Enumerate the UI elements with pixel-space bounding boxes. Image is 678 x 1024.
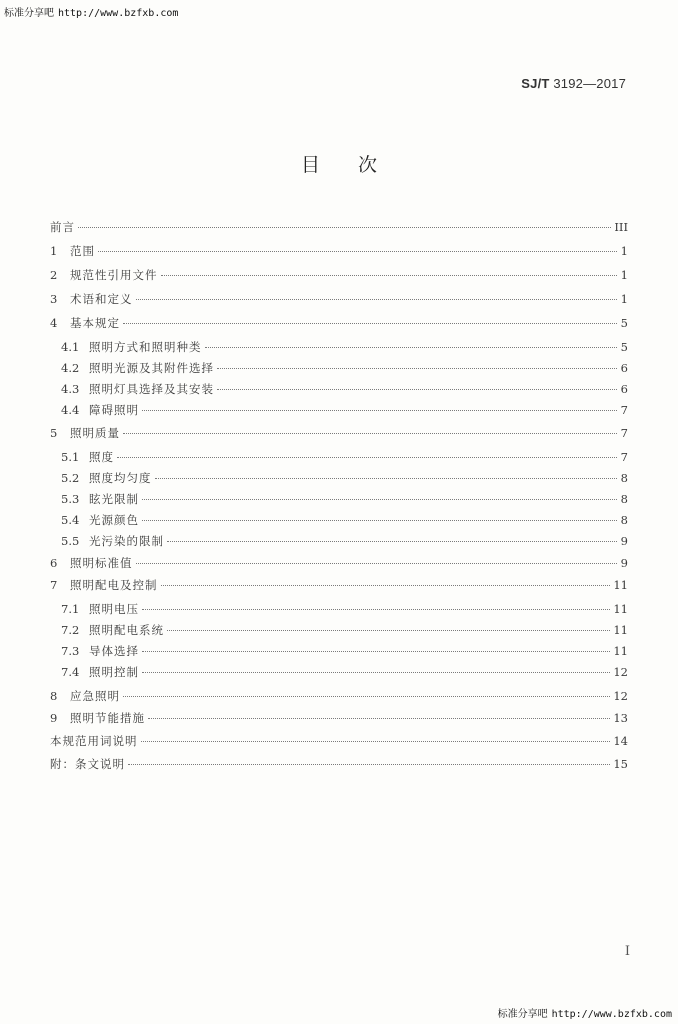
toc-entry-page: III [614, 220, 628, 234]
toc-leader-dots [217, 368, 617, 369]
toc-entry-number: 7.1 [61, 602, 80, 616]
toc-entry-label: 照明标准值 [70, 556, 133, 570]
toc-entry-number: 5.3 [61, 492, 80, 506]
toc-leader-dots [136, 299, 618, 300]
page-number: I [624, 944, 630, 959]
toc-leader-dots [155, 478, 618, 479]
toc-entry[interactable] [50, 733, 628, 753]
toc-leader-dots [142, 609, 610, 610]
toc-entry-page: 7 [620, 426, 628, 440]
toc-leader-dots [161, 585, 611, 586]
toc-entry-page: 8 [620, 492, 628, 506]
toc-entry-label: 前言 [50, 220, 75, 234]
toc-entry[interactable] [50, 219, 628, 239]
toc-entry-label: 应急照明 [70, 689, 120, 703]
toc-entry-page: 9 [620, 556, 628, 570]
toc-entry-label: 本规范用词说明 [50, 734, 138, 748]
toc-leader-dots [142, 672, 610, 673]
toc-entry-number: 4 [50, 316, 58, 330]
toc-entry[interactable] [50, 267, 628, 287]
toc-entry-page: 1 [620, 244, 628, 258]
toc-entry-label: 眩光限制 [89, 492, 139, 506]
toc-entry[interactable] [50, 710, 628, 730]
toc-leader-dots [142, 520, 617, 521]
toc-entry-label: 光污染的限制 [89, 534, 164, 548]
toc-entry[interactable] [61, 601, 628, 621]
toc-entry-page: 11 [613, 602, 628, 616]
toc-entry-number: 5.1 [61, 450, 80, 464]
toc-entry[interactable] [50, 756, 628, 776]
toc-leader-dots [123, 696, 610, 697]
page-title: 目次 [300, 154, 415, 176]
toc-entry-number: 5 [50, 426, 58, 440]
toc-entry-label: 障碍照明 [89, 403, 139, 417]
toc-leader-dots [148, 718, 610, 719]
toc-entry[interactable] [61, 449, 628, 469]
toc-entry-page: 8 [620, 513, 628, 527]
toc-entry[interactable] [61, 533, 628, 553]
toc-entry-number: 7.2 [61, 623, 80, 637]
toc-entry-label: 照明节能措施 [70, 711, 145, 725]
toc-entry[interactable] [61, 402, 628, 422]
toc-leader-dots [98, 251, 617, 252]
toc-leader-dots [161, 275, 618, 276]
toc-leader-dots [142, 499, 617, 500]
watermark-bottom [498, 1005, 672, 1020]
toc-entry-page: 7 [620, 450, 628, 464]
doc-code-prefix: SJ/T [521, 76, 550, 91]
toc-entry[interactable] [61, 339, 628, 359]
toc-entry-page: 6 [620, 382, 628, 396]
toc-entry-number: 6 [50, 556, 58, 570]
toc-entry-label: 照明配电及控制 [70, 578, 158, 592]
watermark-site: 标准分享吧 [4, 8, 54, 19]
toc-leader-dots [217, 389, 617, 390]
toc-entry-label: 照度 [89, 450, 114, 464]
toc-entry-page: 11 [613, 578, 628, 592]
toc-entry-page: 11 [613, 623, 628, 637]
toc-entry[interactable] [61, 491, 628, 511]
toc-entry-label: 照明配电系统 [89, 623, 164, 637]
toc-entry-number: 4.2 [61, 361, 80, 375]
toc-entry[interactable] [50, 291, 628, 311]
toc-leader-dots [167, 630, 610, 631]
toc-leader-dots [136, 563, 618, 564]
toc-entry[interactable] [50, 688, 628, 708]
toc-entry-label: 基本规定 [70, 316, 120, 330]
toc-entry-page: 5 [620, 316, 628, 330]
toc-entry-label: 照明灯具选择及其安装 [89, 382, 214, 396]
toc-entry-page: 5 [620, 340, 628, 354]
toc-entry-label: 附：条文说明 [50, 757, 125, 771]
toc-entry[interactable] [61, 643, 628, 663]
toc-entry-label: 范围 [70, 244, 95, 258]
toc-entry-label: 光源颜色 [89, 513, 139, 527]
toc-entry-number: 5.5 [61, 534, 80, 548]
toc-entry-page: 13 [613, 711, 628, 725]
toc-leader-dots [205, 347, 618, 348]
toc-leader-dots [78, 227, 611, 228]
toc-entry-page: 1 [620, 268, 628, 282]
toc-entry-label: 照明质量 [70, 426, 120, 440]
toc-entry-number: 7 [50, 578, 58, 592]
toc-entry-page: 1 [620, 292, 628, 306]
toc-leader-dots [123, 323, 617, 324]
toc-entry-number: 1 [50, 244, 58, 258]
toc-leader-dots [117, 457, 617, 458]
toc-entry-label: 照明电压 [89, 602, 139, 616]
toc-entry[interactable] [61, 360, 628, 380]
toc-entry-number: 7.3 [61, 644, 80, 658]
watermark-site: 标准分享吧 [497, 1009, 548, 1020]
toc-entry[interactable] [50, 243, 628, 263]
toc-leader-dots [142, 410, 617, 411]
toc-leader-dots [128, 764, 610, 765]
toc-entry-number: 4.4 [61, 403, 80, 417]
toc-entry[interactable] [61, 470, 628, 490]
toc-entry[interactable] [61, 622, 628, 642]
toc-entry-label: 照度均匀度 [89, 471, 152, 485]
toc-entry-number: 3 [50, 292, 58, 306]
toc-entry-number: 4.1 [61, 340, 80, 354]
watermark-url[interactable]: http://www.bzfxb.com [58, 8, 179, 19]
toc-entry-label: 照明控制 [89, 665, 139, 679]
toc-entry-page: 8 [620, 471, 628, 485]
toc-entry[interactable] [50, 315, 628, 335]
toc-entry-number: 8 [50, 689, 58, 703]
toc-entry-page: 6 [620, 361, 628, 375]
toc-leader-dots [167, 541, 617, 542]
toc-entry-number: 4.3 [61, 382, 80, 396]
toc-entry[interactable] [61, 664, 628, 684]
document-code [521, 76, 626, 91]
toc-leader-dots [123, 433, 617, 434]
toc-entry-page: 9 [620, 534, 628, 548]
toc-entry-number: 2 [50, 268, 58, 282]
watermark-url[interactable]: http://www.bzfxb.com [551, 1009, 672, 1020]
toc-entry-page: 15 [613, 757, 628, 771]
toc-entry[interactable] [61, 381, 628, 401]
toc-entry-label: 规范性引用文件 [70, 268, 158, 282]
toc-entry[interactable] [50, 577, 628, 597]
toc-entry-page: 14 [613, 734, 628, 748]
toc-entry[interactable] [50, 555, 628, 575]
toc-entry-number: 9 [50, 711, 58, 725]
toc-leader-dots [141, 741, 611, 742]
toc-entry-number: 5.4 [61, 513, 80, 527]
toc-entry-label: 照明光源及其附件选择 [89, 361, 214, 375]
toc-entry[interactable] [61, 512, 628, 532]
watermark-top [4, 4, 178, 19]
toc-entry-page: 7 [620, 403, 628, 417]
toc-entry-page: 12 [613, 689, 628, 703]
toc-entry-label: 照明方式和照明种类 [89, 340, 202, 354]
toc-entry-page: 12 [613, 665, 628, 679]
toc-entry-page: 11 [613, 644, 628, 658]
toc-entry[interactable] [50, 425, 628, 445]
toc-entry-number: 5.2 [61, 471, 80, 485]
toc-entry-label: 术语和定义 [70, 292, 133, 306]
toc-entry-label: 导体选择 [89, 644, 139, 658]
toc-leader-dots [142, 651, 610, 652]
toc-entry-number: 7.4 [61, 665, 80, 679]
doc-code-number: 3192—2017 [553, 76, 626, 91]
